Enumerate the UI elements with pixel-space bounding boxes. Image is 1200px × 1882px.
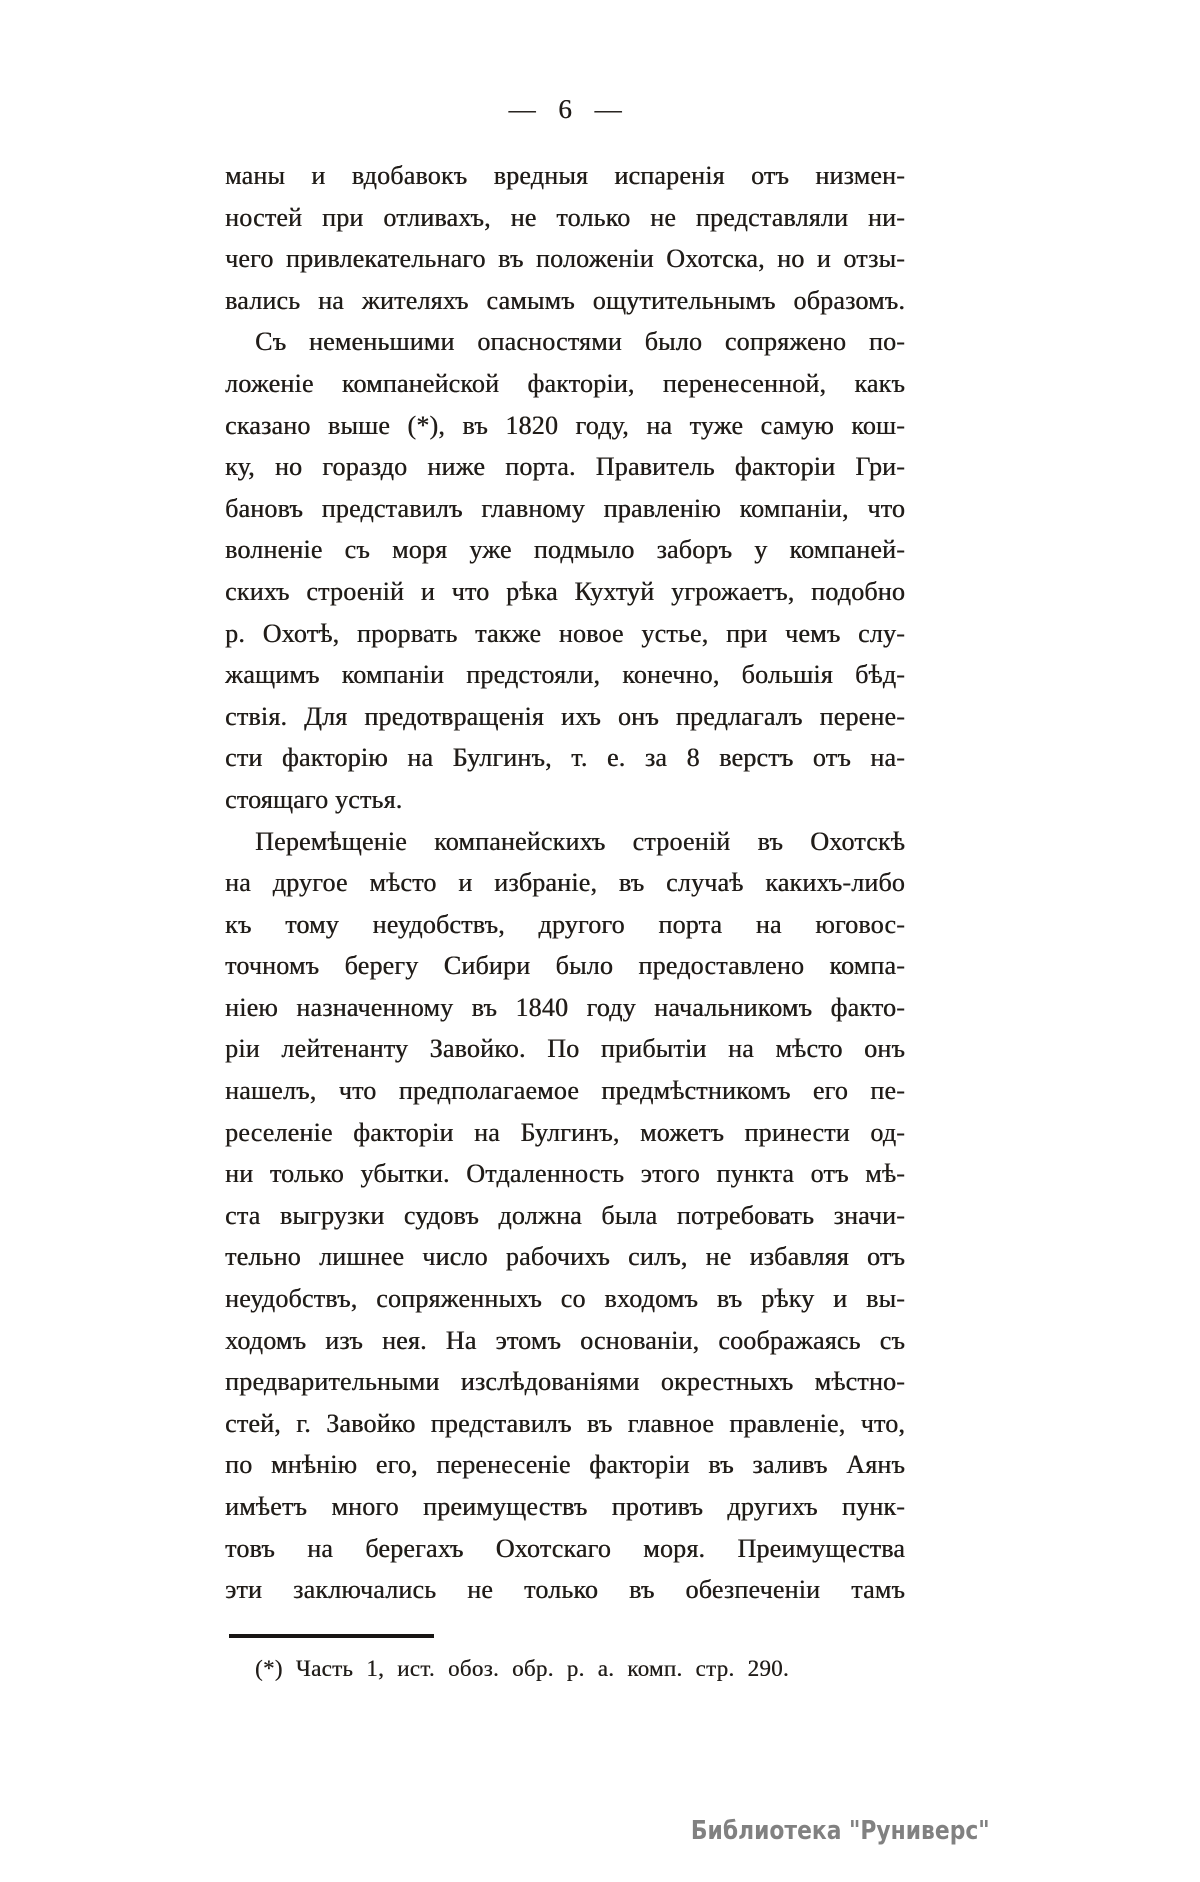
text-line: ходомъ изъ нея. На этомъ основаніи, соображаясь съ — [225, 1325, 905, 1355]
text-line: нашелъ, что предполагаемое предмѣстникомъ его пе- — [225, 1076, 905, 1106]
text-line: предварительными изслѣдованіями окрестныхъ мѣстно- — [225, 1367, 905, 1397]
text-line: Перемѣщеніе компанейскихъ строеній въ Охотскѣ — [255, 826, 905, 856]
text-line: ностей при отливахъ, не только не представляли ни- — [225, 202, 905, 232]
text-line: стей, г. Завойко представилъ въ главное правленіе, что, — [225, 1408, 905, 1438]
page-text — [225, 155, 905, 1611]
text-line: ствія. Для предотвращенія ихъ онъ предлагалъ перене- — [225, 701, 905, 731]
text-line: неудобствъ, сопряженныхъ со входомъ въ рѣку и вы- — [225, 1284, 905, 1314]
text-line: тельно лишнее число рабочихъ силъ, не избавляя отъ — [225, 1242, 905, 1272]
text-line: жащимъ компаніи предстояли, конечно, большія бѣд- — [225, 660, 905, 690]
page-number: — 6 — — [508, 94, 622, 124]
text-line: эти заключались не только въ обезпеченіи тамъ — [225, 1575, 905, 1605]
text-line: ни только убытки. Отдаленность этого пункта отъ мѣ- — [225, 1159, 905, 1189]
text-line: товъ на берегахъ Охотскаго моря. Преимущества — [225, 1533, 905, 1563]
text-line: сти факторію на Булгинъ, т. е. за 8 верстъ отъ на- — [225, 743, 905, 773]
text-line: реселеніе факторіи на Булгинъ, можетъ принести од- — [225, 1117, 905, 1147]
text-line: точномъ берегу Сибири было предоставлено компа- — [225, 951, 905, 981]
text-line: къ тому неудобствъ, другого порта на юговос- — [225, 909, 905, 939]
text-line: волненіе съ моря уже подмыло заборъ у компаней- — [225, 535, 905, 565]
text-line: вались на жителяхъ самымъ ощутительнымъ образомъ. — [225, 285, 905, 315]
text-line: Съ неменьшими опасностями было сопряжено по- — [255, 327, 905, 357]
text-line: по мнѣнію его, перенесеніе факторіи въ заливъ Аянъ — [225, 1450, 905, 1480]
text-line: сказано выше (*), въ 1820 году, на туже самую кош- — [225, 410, 905, 440]
text-line: ложеніе компанейской факторіи, перенесенной, какъ — [225, 368, 905, 398]
footnote-divider — [229, 1634, 434, 1638]
text-line: имѣетъ много преимуществъ противъ другихъ пунк- — [225, 1492, 905, 1521]
text-line: чего привлекательнаго въ положеніи Охотска, но и отзы- — [225, 244, 905, 274]
library-watermark: Библиотека "Руниверс" — [691, 1816, 990, 1846]
text-line: ніею назначенному въ 1840 году начальникомъ факто- — [225, 992, 905, 1022]
text-line: стоящаго устья. — [225, 784, 403, 814]
text-line: бановъ представилъ главному правленію компаніи, что — [225, 493, 905, 523]
text-line: на другое мѣсто и избраніе, въ случаѣ какихъ-либо — [225, 868, 905, 898]
text-line: ріи лейтенанту Завойко. По прибытіи на мѣсто онъ — [225, 1034, 905, 1064]
text-line: ста выгрузки судовъ должна была потребовать значи- — [225, 1200, 905, 1230]
text-line: ку, но гораздо ниже порта. Правитель факторіи Гри- — [225, 452, 905, 482]
text-line: маны и вдобавокъ вредныя испаренія отъ низмен- — [225, 161, 905, 190]
text-line: скихъ строеній и что рѣка Кухтуй угрожаетъ, подобно — [225, 576, 905, 606]
footnote: (*) Часть 1, ист. обоз. обр. р. а. комп. стр. 290. — [255, 1656, 789, 1681]
text-line: р. Охотѣ, прорвать также новое устье, при чемъ слу- — [225, 618, 905, 648]
